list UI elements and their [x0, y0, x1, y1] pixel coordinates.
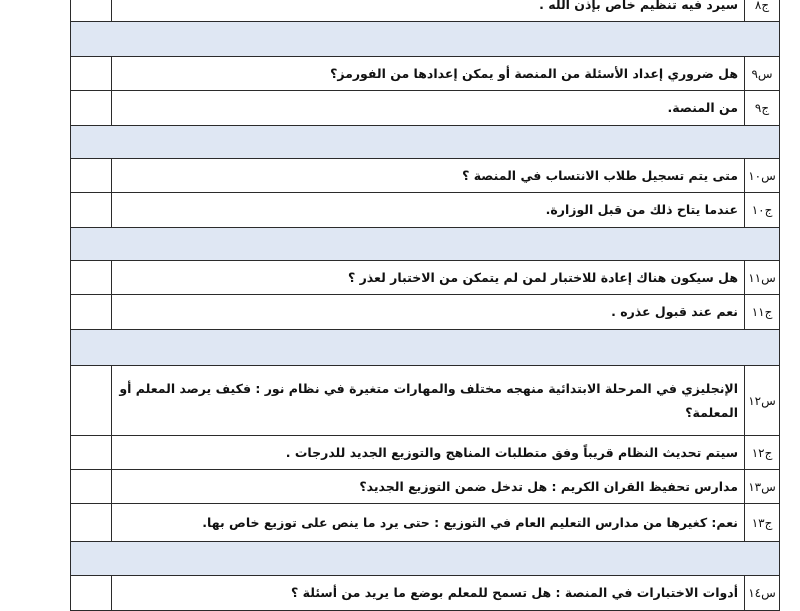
- answer-row: [71, 504, 779, 542]
- separator-row: [71, 228, 779, 261]
- answer-text: عندما يتاح ذلك من قبل الوزارة.: [111, 193, 744, 227]
- answer-row: [71, 436, 779, 470]
- question-number: س١٣: [744, 470, 779, 503]
- question-row: [71, 366, 779, 436]
- answer-row: [71, 91, 779, 126]
- question-number: س١٢: [744, 366, 779, 435]
- answer-number: ج١٢: [744, 436, 779, 469]
- question-row: [71, 470, 779, 504]
- separator-row: [71, 22, 779, 57]
- answer-number: ج١١: [744, 295, 779, 329]
- empty-cell: [71, 295, 111, 329]
- question-number: س٩: [744, 57, 779, 90]
- empty-cell: [71, 576, 111, 610]
- question-number: س١٠: [744, 159, 779, 192]
- answer-text: سيتم تحديث النظام قريباً وفق متطلبات المناهج والتوزيع الجديد للدرجات .: [111, 436, 744, 469]
- empty-cell: [71, 504, 111, 541]
- question-text: الإنجليزي في المرحلة الابتدائية منهجه مختلف والمهارات متغيرة في نظام نور : فكيف يرصد المعلم أو المعلمة؟: [111, 366, 744, 435]
- question-row: [71, 576, 779, 611]
- empty-cell: [71, 436, 111, 469]
- answer-text: نعم عند قبول عذره .: [111, 295, 744, 329]
- separator-row: [71, 330, 779, 366]
- question-text: هل سيكون هناك إعادة للاختبار لمن لم يتمكن من الاختبار لعذر ؟: [111, 261, 744, 294]
- answer-number: ج١٠: [744, 193, 779, 227]
- answer-number: ج٨: [744, 0, 779, 21]
- empty-cell: [71, 261, 111, 294]
- answer-row: [71, 193, 779, 228]
- answer-number: ج٩: [744, 91, 779, 125]
- empty-cell: [71, 193, 111, 227]
- separator-row: [71, 542, 779, 576]
- question-text: مدارس تحفيظ القران الكريم : هل تدخل ضمن التوزيع الجديد؟: [111, 470, 744, 503]
- separator-row: [71, 126, 779, 159]
- answer-number: ج١٣: [744, 504, 779, 541]
- question-row: [71, 159, 779, 193]
- empty-cell: [71, 91, 111, 125]
- question-number: س١٤: [744, 576, 779, 610]
- question-row: [71, 57, 779, 91]
- answer-row: [71, 295, 779, 330]
- empty-cell: [71, 0, 111, 21]
- question-row: [71, 261, 779, 295]
- empty-cell: [71, 366, 111, 435]
- faq-table: [70, 0, 780, 611]
- question-number: س١١: [744, 261, 779, 294]
- answer-text: نعم: كغيرها من مدارس التعليم العام في التوزيع : حتى يرد ما ينص على توزيع خاص بها.: [111, 504, 744, 541]
- empty-cell: [71, 57, 111, 90]
- answer-text: من المنصة.: [111, 91, 744, 125]
- question-text: متى يتم تسجيل طلاب الانتساب في المنصة ؟: [111, 159, 744, 192]
- empty-cell: [71, 159, 111, 192]
- answer-text: سيرد فيه تنظيم خاص بإذن الله .: [111, 0, 744, 21]
- empty-cell: [71, 470, 111, 503]
- question-text: أدوات الاختبارات في المنصة : هل تسمح للمعلم بوضع ما يريد من أسئلة ؟: [111, 576, 744, 610]
- answer-row: [71, 0, 779, 22]
- question-text: هل ضروري إعداد الأسئلة من المنصة أو يمكن إعدادها من الفورمز؟: [111, 57, 744, 90]
